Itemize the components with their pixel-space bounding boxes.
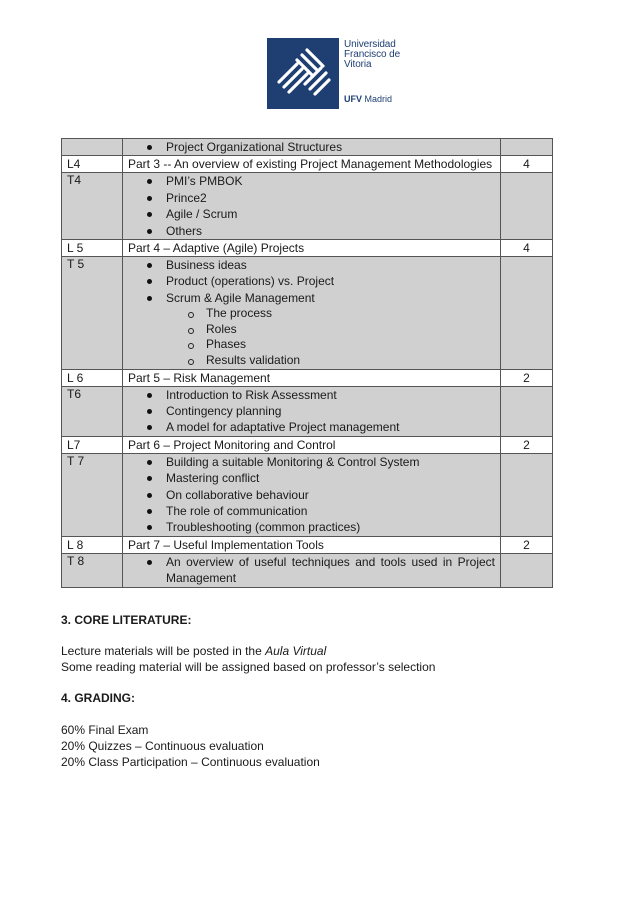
session-title: Part 5 – Risk Management [123,369,501,386]
list-item: Prince2 [166,190,495,206]
session-hours: 2 [501,536,553,553]
ufv-emblem-icon [267,38,339,109]
grading-line: 20% Class Participation – Continuous evaluation [61,755,320,769]
list-item: Project Organizational Structures [166,139,495,155]
grading-line: 60% Final Exam [61,723,149,737]
session-code: T 7 [62,453,123,536]
sub-list-item: Roles [206,322,495,338]
table-row [62,173,553,240]
list-item: A model for adaptative Project management [166,419,495,435]
table-row [62,436,553,453]
session-code: L 8 [62,536,123,553]
table-row [62,553,553,587]
list-item: Introduction to Risk Assessment [166,387,495,403]
grading-list [61,722,320,770]
sub-list-item: The process [206,306,495,322]
list-item: PMI’s PMBOK [166,173,495,189]
list-item: On collaborative behaviour [166,487,495,503]
session-title: Part 4 – Adaptive (Agile) Projects [123,240,501,257]
syllabus-table [61,138,553,588]
list-item: The role of communication [166,503,495,519]
table-row [62,369,553,386]
session-hours: 4 [501,156,553,173]
sub-list-item: Phases [206,337,495,353]
list-item: Troubleshooting (common practices) [166,519,495,535]
session-code: L 5 [62,240,123,257]
list-item: Building a suitable Monitoring & Control System [166,454,495,470]
session-code: T 5 [62,257,123,370]
session-code: T4 [62,173,123,240]
session-code: L 6 [62,369,123,386]
list-item: Mastering conflict [166,470,495,486]
list-item: Scrum & Agile Management [166,290,495,306]
grading-line: 20% Quizzes – Continuous evaluation [61,739,264,753]
table-row [62,139,553,156]
ufv-logo [267,38,407,110]
literature-line-2: Some reading material will be assigned based on professor’s selection [61,660,436,674]
session-code: L4 [62,156,123,173]
table-row [62,156,553,173]
list-item: Product (operations) vs. Project [166,273,495,289]
session-hours: 2 [501,369,553,386]
list-item: Agile / Scrum [166,206,495,222]
session-code: T 8 [62,553,123,587]
list-item: Business ideas [166,257,495,273]
core-literature-text [61,643,435,675]
table-row [62,536,553,553]
sub-list-item: Results validation [206,353,495,369]
table-row [62,386,553,436]
ufv-madrid-label: UFV Madrid [344,94,393,104]
session-code: T6 [62,386,123,436]
session-title: Part 6 – Project Monitoring and Control [123,436,501,453]
table-row [62,240,553,257]
list-item: Others [166,223,495,239]
grading-heading: 4. GRADING: [61,691,136,705]
list-item: Contingency planning [166,403,495,419]
core-literature-heading: 3. CORE LITERATURE: [61,613,192,627]
session-hours: 2 [501,436,553,453]
table-row [62,257,553,370]
session-hours: 4 [501,240,553,257]
session-title: Part 3 -- An overview of existing Project Management Methodologies [123,156,501,173]
university-name: Universidad Francisco de Vitoria [344,39,401,70]
literature-line-1: Lecture materials will be posted in the Aula Virtual [61,644,327,658]
table-row [62,453,553,536]
list-item: An overview of useful techniques and tools used in Project Management [166,554,495,586]
session-code: L7 [62,436,123,453]
session-title: Part 7 – Useful Implementation Tools [123,536,501,553]
